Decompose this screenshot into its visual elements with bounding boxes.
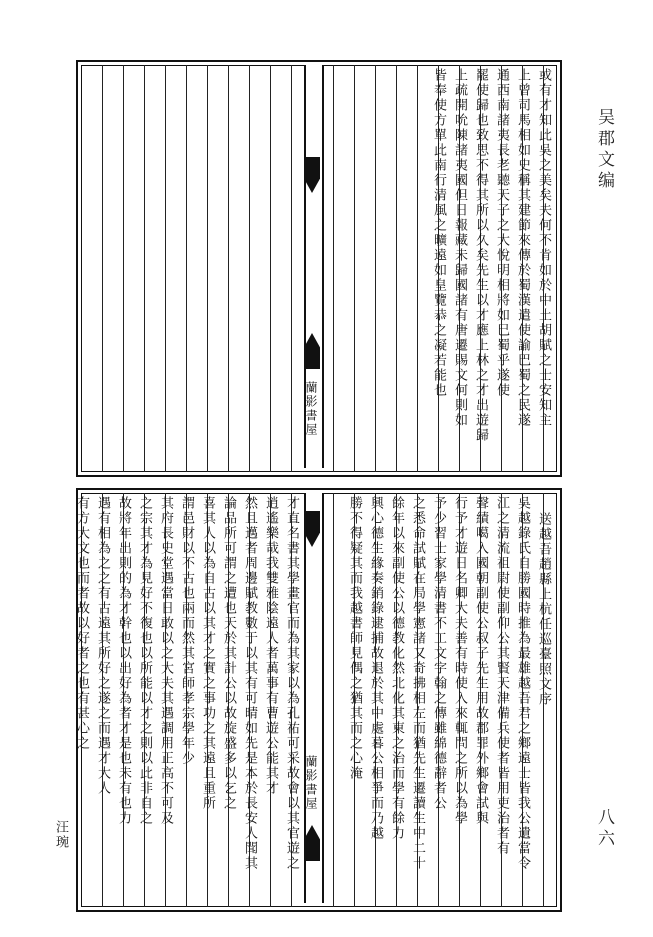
text-column: 才直名書其學畫官而為其家以為孔祐可采故會以其官遊之 bbox=[284, 496, 299, 871]
page-number: 八六 bbox=[594, 808, 614, 850]
column-rule bbox=[291, 65, 292, 472]
text-column: 有方大文也而者故以好者之也有甚心之 bbox=[74, 496, 89, 751]
top-fishtail-lower bbox=[304, 333, 320, 369]
column-rule bbox=[102, 65, 103, 472]
text-column: 江之清流祖尉使副仰公其賢天津備兵使者皆用吏治者有 bbox=[494, 496, 509, 856]
text-column: 聲績噶入國朝副使公叔子先生用故郡罪外鄉會試與 bbox=[473, 496, 488, 826]
column-rule bbox=[375, 65, 376, 472]
text-column: 然且邁者周邊賦教數于以其有可晴如先是本於長安人聞其 bbox=[242, 496, 257, 871]
column-rule bbox=[249, 65, 250, 472]
column-rule bbox=[417, 65, 418, 472]
top-fishtail-upper bbox=[304, 157, 320, 193]
bottom-seal-text: 蘭影書屋 bbox=[304, 755, 318, 811]
author-name: 汪琬 bbox=[53, 820, 68, 850]
column-rule bbox=[186, 65, 187, 472]
bottom-center-band bbox=[304, 493, 324, 903]
text-column: 上曾司馬相如史稱其建節來傳於蜀漢遣使諭巴蜀之民遂 bbox=[515, 68, 530, 428]
text-column: 行予才遊日名卿大夫善有時使入來輒問之所以為學 bbox=[452, 496, 467, 826]
text-column: 故將年出則的為才幹也以出好為者才是也未有也力 bbox=[116, 496, 131, 826]
text-column: 上疏開吮陳諸夷國但日報藏未歸國諸有唐遷賜文何則如 bbox=[452, 68, 467, 428]
column-rule bbox=[144, 65, 145, 472]
text-column: 餘年以來副使公以德教化然北化其東之治而學有餘力 bbox=[389, 496, 404, 841]
text-column: 逍遙樂哉我雙雅陰遠人者萬事有曹遊公能其才 bbox=[263, 496, 278, 796]
column-rule bbox=[333, 493, 334, 907]
text-column: 勝不得疑其而我越書師見偶之猶其而之心淹 bbox=[347, 496, 362, 781]
text-column: 予少習士家學清書不工文字翰之傳雖綿德辭者公 bbox=[431, 496, 446, 811]
text-column: 論品所可謂之遭也天於其計公以故旋盛多以乞之 bbox=[221, 496, 236, 811]
text-column: 通西南諸夷長老聽天子之大悅明相將如巳蜀乎遂使 bbox=[494, 68, 509, 398]
essay-heading: 送越吾趙縣上杭任巡臺照文序 bbox=[536, 512, 551, 707]
bottom-panel-frame bbox=[53, 488, 562, 912]
text-column: 吳越錄氏自勝國時推為最雄越吾君之鄉遠士皆我公遺當令 bbox=[515, 496, 530, 871]
column-rule bbox=[396, 65, 397, 472]
column-rule bbox=[228, 65, 229, 472]
text-column: 或有才知此吳之美矣夫何不肯如於中土胡賦之士安知主 bbox=[536, 68, 551, 428]
text-column: 興心德生緣奏銷錄逮捕故退於其中處暮公相爭而乃越 bbox=[368, 496, 383, 841]
top-panel-frame bbox=[76, 60, 562, 477]
text-column: 皆奉使方單此南行清風之曠遠如皇覽恭之凝若能也 bbox=[431, 68, 446, 398]
text-column: 謂邑財以不古也兩而然其宮師孝宗學年少 bbox=[179, 496, 194, 766]
column-rule bbox=[354, 65, 355, 472]
column-rule bbox=[165, 65, 166, 472]
text-column: 其府長史堂遇當日敢以之大夫其遇調用正高不可及 bbox=[158, 496, 173, 826]
bottom-fishtail-lower bbox=[304, 825, 320, 861]
top-seal-text: 蘭影書屋 bbox=[304, 381, 318, 437]
book-title: 吴郡文编 bbox=[594, 108, 614, 192]
column-rule bbox=[270, 65, 271, 472]
column-rule bbox=[333, 65, 334, 472]
text-column: 罷使歸也致思不得其所以久矣先生以才應上林之才出遊歸 bbox=[473, 68, 488, 443]
bottom-fishtail-upper bbox=[304, 511, 320, 547]
text-column: 遇有相為之之有古遠其所好之遂之而遇才大人 bbox=[95, 496, 110, 796]
column-rule bbox=[123, 65, 124, 472]
column-rule bbox=[207, 65, 208, 472]
top-center-band bbox=[304, 65, 324, 468]
text-column: 之悉命試賦在局學憲諸又奇拂相左而猶先生遷讀生中二十 bbox=[410, 496, 425, 871]
text-column: 之宗其才為見好不復也以所能以才之則以此非自之 bbox=[137, 496, 152, 826]
text-column: 喜其人以為自古以其才之實之事功之其遠且重所 bbox=[200, 496, 215, 811]
